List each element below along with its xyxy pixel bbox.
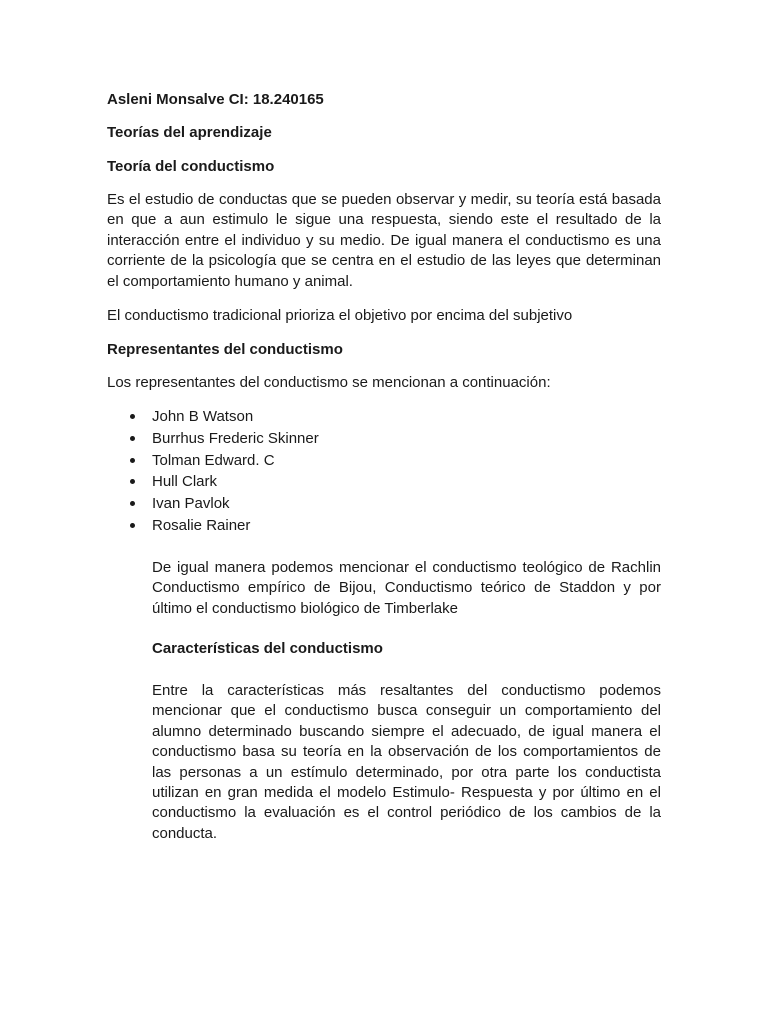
list-item bbox=[107, 428, 319, 450]
list-item bbox=[107, 450, 319, 472]
list-item-label: Hull Clark bbox=[152, 473, 218, 491]
bullet-icon bbox=[130, 523, 135, 528]
list-item-label: Tolman Edward. C bbox=[152, 451, 275, 469]
paragraph-representantes-intro: Los representantes del conductismo se mencionan a continuación: bbox=[107, 374, 551, 391]
paragraph-traditional: El conductismo tradicional prioriza el objetivo por encima del subjetivo bbox=[107, 307, 573, 324]
representatives-list bbox=[107, 406, 319, 537]
bullet-icon bbox=[130, 458, 135, 463]
bullet-icon bbox=[130, 436, 135, 441]
paragraph-caracteristicas: Entre la características más resaltantes del conductismo podemos mencionar que el conductismo busca conseguir un comportamiento del alumno determinado buscando siempre el adecuado, de igual manera el conductismo basa su teoría en la observación de los comportamientos de las personas a un estímulo determinado, por otra parte los conductista utilizan en gran medida el modelo Estimulo- Respuesta y por último en el conductismo la evaluación es el control periódico de los cambios de la conducta. bbox=[152, 682, 661, 842]
bullet-icon bbox=[130, 414, 135, 419]
list-item-label: Rosalie Rainer bbox=[152, 516, 251, 534]
section-heading-conductismo: Teoría del conductismo bbox=[107, 158, 275, 175]
author-line: Asleni Monsalve CI: 18.240165 bbox=[107, 91, 324, 108]
list-item bbox=[107, 493, 319, 515]
list-item bbox=[107, 515, 319, 537]
section-heading-caracteristicas: Características del conductismo bbox=[152, 640, 383, 657]
list-item-label: John B Watson bbox=[152, 408, 254, 425]
subject-title: Teorías del aprendizaje bbox=[107, 124, 272, 141]
list-item-label: Ivan Pavlok bbox=[152, 495, 230, 513]
section-heading-representantes: Representantes del conductismo bbox=[107, 341, 343, 358]
bullet-icon bbox=[130, 479, 135, 484]
bullet-icon bbox=[130, 501, 135, 506]
paragraph-other-behaviorisms: De igual manera podemos mencionar el conductismo teológico de Rachlin Conductismo empírico de Bijou, Conductismo teórico de Staddon y por último el conductismo biológico de Timberlake bbox=[152, 559, 661, 617]
list-item-label: Burrhus Frederic Skinner bbox=[152, 429, 319, 447]
paragraph-definition: Es el estudio de conductas que se pueden observar y medir, su teoría está basada en que a aun estimulo le sigue una respuesta, siendo este el resultado de la interacción entre el individuo y su medio. De igual manera el conductismo es una corriente de la psicología que se centra en el estudio de las leyes que determinan el comportamiento humano y animal. bbox=[107, 191, 661, 290]
list-item bbox=[107, 406, 319, 428]
list-item bbox=[107, 471, 319, 493]
